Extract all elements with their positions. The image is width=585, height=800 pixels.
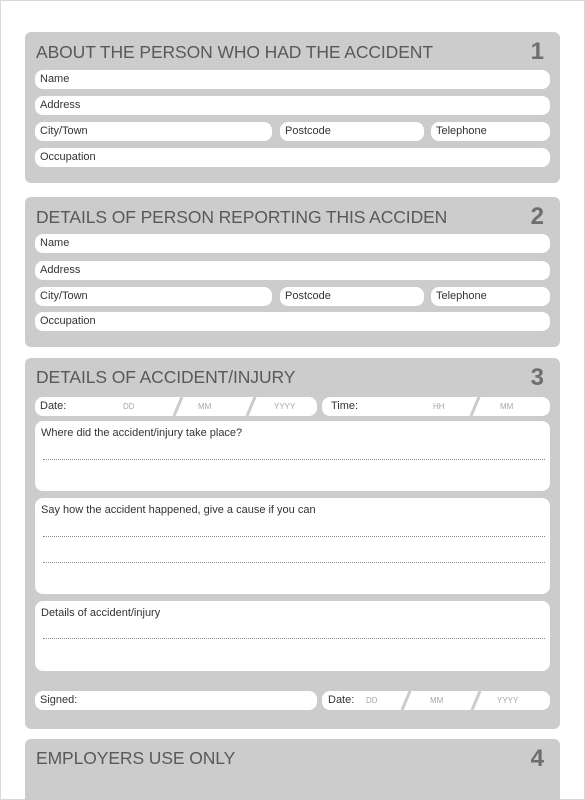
writing-line xyxy=(43,562,545,563)
accident-cause-box[interactable] xyxy=(35,498,550,594)
separator-slash xyxy=(463,397,487,416)
section-person-had-accident xyxy=(25,32,560,183)
month-placeholder: MM xyxy=(198,402,212,411)
section-person-reporting xyxy=(25,197,560,347)
telephone-field[interactable] xyxy=(431,122,550,141)
section-title: EMPLOYERS USE ONLY xyxy=(36,748,236,768)
field-label: Address xyxy=(40,264,81,276)
field-label: Date: xyxy=(328,694,355,706)
section-number: 1 xyxy=(530,38,544,65)
day-placeholder: DD xyxy=(123,402,135,411)
question-label: Details of accident/injury xyxy=(41,607,161,619)
writing-line xyxy=(43,459,545,460)
postcode-field[interactable] xyxy=(280,287,424,306)
section-number: 4 xyxy=(530,745,544,772)
section-number: 3 xyxy=(530,364,544,391)
section-title: DETAILS OF PERSON REPORTING THIS ACCIDEN xyxy=(36,207,448,227)
field-label: Telephone xyxy=(436,125,487,137)
occupation-field[interactable] xyxy=(35,312,550,331)
field-label: Time: xyxy=(331,400,359,412)
section-number: 2 xyxy=(530,203,544,230)
question-label: Where did the accident/injury take place? xyxy=(41,427,243,439)
year-placeholder: YYYY xyxy=(497,696,519,705)
accident-time-field[interactable] xyxy=(322,397,550,416)
section-title: ABOUT THE PERSON WHO HAD THE ACCIDENT xyxy=(36,42,433,62)
writing-line xyxy=(43,536,545,537)
occupation-field[interactable] xyxy=(35,148,550,167)
separator-slash xyxy=(239,397,263,416)
field-label: Address xyxy=(40,99,81,111)
field-label: Occupation xyxy=(40,315,96,327)
signed-date-field[interactable] xyxy=(322,691,550,710)
signature-field[interactable] xyxy=(35,691,317,710)
accident-date-field[interactable] xyxy=(35,397,317,416)
section-accident-details xyxy=(25,358,560,729)
city-field[interactable] xyxy=(35,122,272,141)
address-field[interactable] xyxy=(35,96,550,115)
field-label: City/Town xyxy=(40,290,88,302)
name-field[interactable] xyxy=(35,70,550,89)
minute-placeholder: MM xyxy=(500,402,514,411)
field-label: Name xyxy=(40,237,70,249)
section-employers-use xyxy=(25,739,560,800)
month-placeholder: MM xyxy=(430,696,444,705)
writing-line xyxy=(43,638,545,639)
field-label: Date: xyxy=(40,400,67,412)
field-label: Postcode xyxy=(285,290,331,302)
accident-location-box[interactable] xyxy=(35,421,550,491)
field-label: City/Town xyxy=(40,125,88,137)
name-field[interactable] xyxy=(35,234,550,253)
year-placeholder: YYYY xyxy=(274,402,296,411)
question-label: Say how the accident happened, give a cause if you can xyxy=(41,504,316,516)
separator-slash xyxy=(464,691,488,710)
address-field[interactable] xyxy=(35,261,550,280)
field-label: Signed: xyxy=(40,694,78,706)
field-label: Postcode xyxy=(285,125,331,137)
separator-slash xyxy=(166,397,190,416)
field-label: Name xyxy=(40,73,70,85)
injury-details-box[interactable] xyxy=(35,601,550,671)
telephone-field[interactable] xyxy=(431,287,550,306)
day-placeholder: DD xyxy=(366,696,378,705)
separator-slash xyxy=(394,691,418,710)
city-field[interactable] xyxy=(35,287,272,306)
field-label: Telephone xyxy=(436,290,487,302)
postcode-field[interactable] xyxy=(280,122,424,141)
section-title: DETAILS OF ACCIDENT/INJURY xyxy=(36,367,296,387)
hour-placeholder: HH xyxy=(433,402,445,411)
field-label: Occupation xyxy=(40,151,96,163)
